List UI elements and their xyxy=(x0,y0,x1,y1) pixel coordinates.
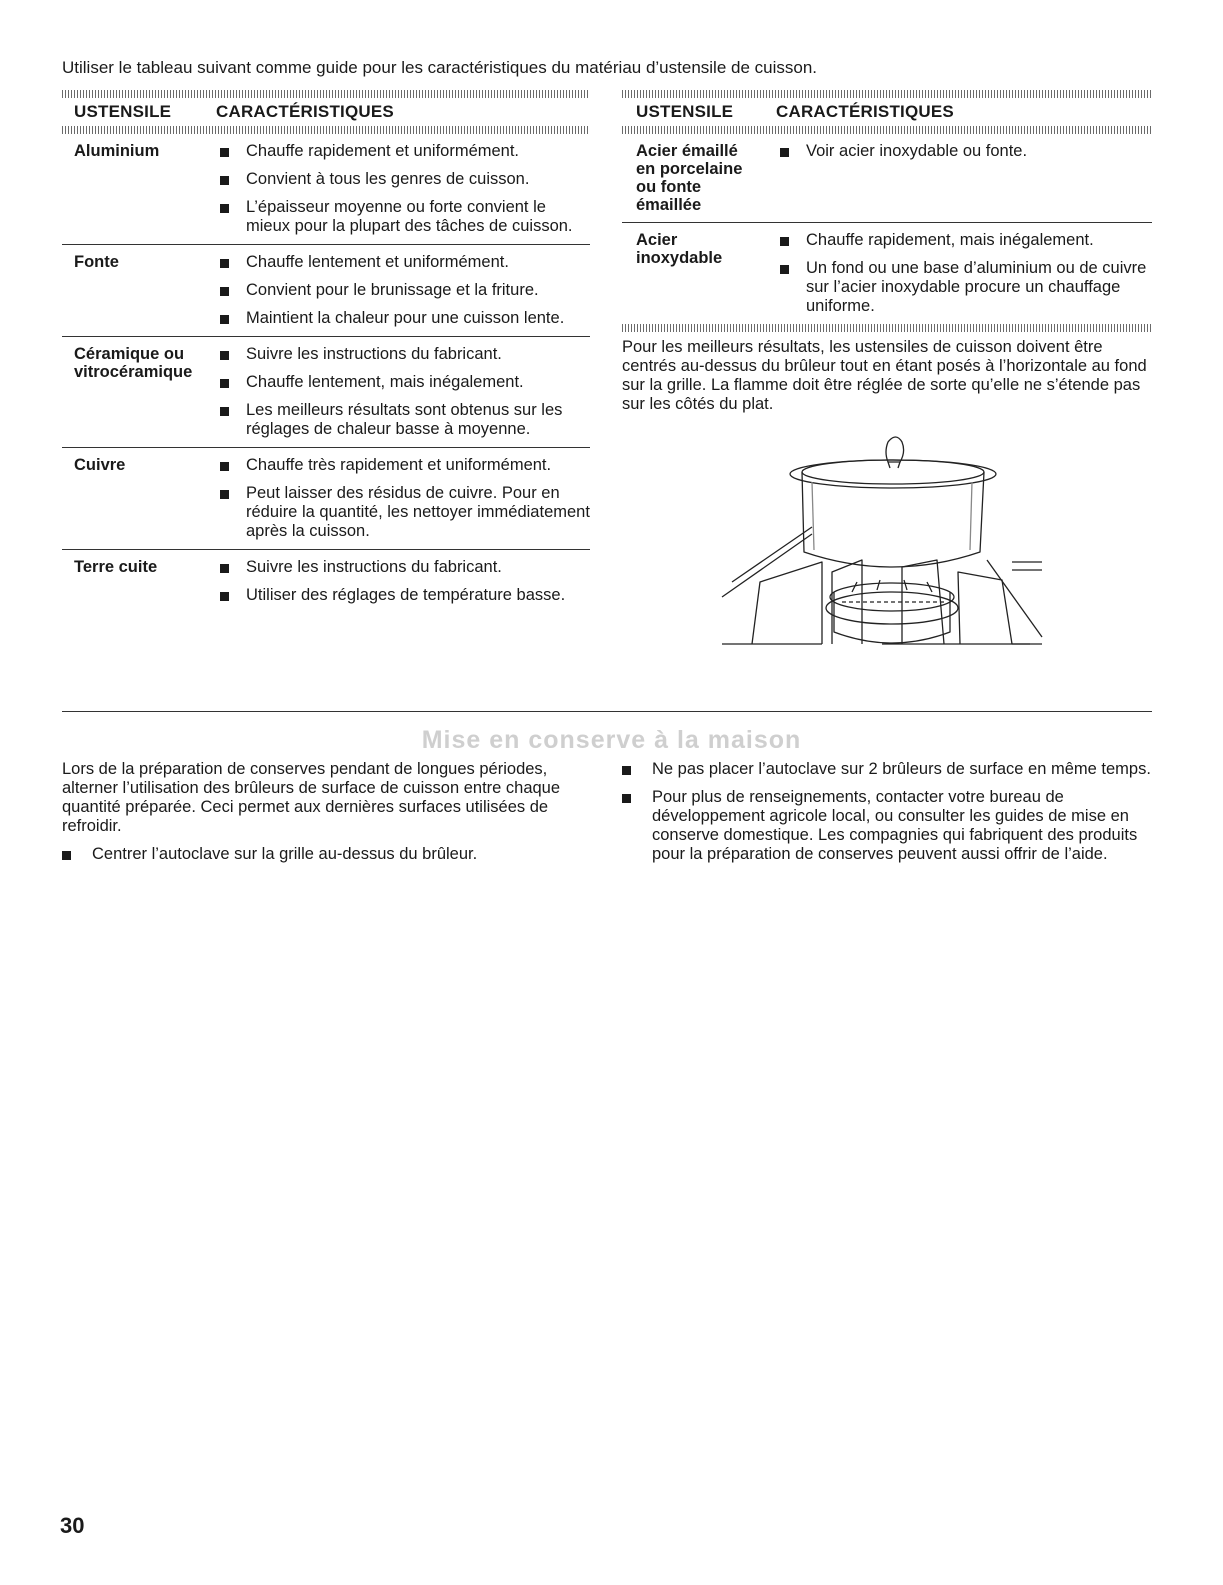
list-item: Un fond ou une base d’aluminium ou de cuivre sur l’acier inoxydable procure un chauffage uniforme. xyxy=(776,259,1152,316)
list-item: Peut laisser des résidus de cuivre. Pour en réduire la quantité, les nettoyer immédiatement après la cuisson. xyxy=(216,484,590,541)
table-row xyxy=(62,134,590,245)
table-row xyxy=(62,448,590,550)
list-item: Pour plus de renseignements, contacter votre bureau de développement agricole local, ou consulter les guides de mise en conserve domestique. Les compagnies qui fabriquent des produits pour la préparation de conserves peuvent aussi offrir de l’aide. xyxy=(622,788,1152,864)
material-name: Cuivre xyxy=(74,456,126,474)
list-item: Maintient la chaleur pour une cuisson lente. xyxy=(216,309,590,328)
header-caracteristiques: CARACTÉRISTIQUES xyxy=(776,102,954,121)
table-row xyxy=(622,223,1152,324)
table-row xyxy=(62,550,590,613)
material-name: Acier émaillé en porcelaine ou fonte émaillée xyxy=(636,142,743,214)
material-name: Acier inoxydable xyxy=(636,231,723,267)
canning-intro: Lors de la préparation de conserves pendant de longues périodes, alterner l’utilisation des brûleurs de surface de cuisson entre chaque quantité préparée. Ceci permet aux dernières surfaces utilisées de refroidir. xyxy=(62,760,561,835)
table-row xyxy=(622,134,1152,223)
list-item: Convient à tous les genres de cuisson. xyxy=(216,170,590,189)
section-title: Mise en conserve à la maison xyxy=(421,726,802,754)
canning-right-column xyxy=(622,760,1152,864)
intro-text: Utiliser le tableau suivant comme guide pour les caractéristiques du matériau d’ustensile de cuisson. xyxy=(62,58,817,77)
table-bottom-rule xyxy=(622,324,1152,332)
table-row xyxy=(62,337,590,448)
table-header-rule xyxy=(62,126,590,134)
header-caracteristiques: CARACTÉRISTIQUES xyxy=(216,102,394,121)
material-name: Céramique ou vitrocéramique xyxy=(74,345,193,381)
header-ustensile: USTENSILE xyxy=(74,102,172,121)
material-name: Fonte xyxy=(74,253,119,271)
right-cookware-table xyxy=(622,90,1152,652)
header-ustensile: USTENSILE xyxy=(636,102,734,121)
table-header xyxy=(62,98,590,126)
list-item: Suivre les instructions du fabricant. xyxy=(216,345,590,364)
list-item: Convient pour le brunissage et la friture. xyxy=(216,281,590,300)
pot-on-burner-illustration xyxy=(712,432,1052,652)
table-top-rule xyxy=(62,90,590,98)
list-item: Voir acier inoxydable ou fonte. xyxy=(776,142,1152,161)
table-top-rule xyxy=(622,90,1152,98)
burner-tip-text: Pour les meilleurs résultats, les ustensiles de cuisson doivent être centrés au-dessus du brûleur tout en étant posés à l’horizontale au fond sur la grille. La flamme doit être réglée de sorte qu’elle ne s’étende pas sur les côtés du plat. xyxy=(622,338,1147,413)
table-header-rule xyxy=(622,126,1152,134)
section-divider xyxy=(62,711,1152,712)
list-item: Les meilleurs résultats sont obtenus sur les réglages de chaleur basse à moyenne. xyxy=(216,401,590,439)
list-item: Chauffe très rapidement et uniformément. xyxy=(216,456,590,475)
material-name: Aluminium xyxy=(74,142,160,160)
list-item: L’épaisseur moyenne ou forte convient le mieux pour la plupart des tâches de cuisson. xyxy=(216,198,590,236)
list-item: Suivre les instructions du fabricant. xyxy=(216,558,590,577)
left-cookware-table xyxy=(62,90,590,613)
table-header xyxy=(622,98,1152,126)
list-item: Centrer l’autoclave sur la grille au-dessus du brûleur. xyxy=(62,845,562,864)
canning-left-column xyxy=(62,760,562,864)
page-number: 30 xyxy=(60,1513,85,1538)
list-item: Chauffe lentement et uniformément. xyxy=(216,253,590,272)
list-item: Ne pas placer l’autoclave sur 2 brûleurs de surface en même temps. xyxy=(622,760,1152,779)
list-item: Chauffe rapidement et uniformément. xyxy=(216,142,590,161)
list-item: Chauffe rapidement, mais inégalement. xyxy=(776,231,1152,250)
list-item: Chauffe lentement, mais inégalement. xyxy=(216,373,590,392)
material-name: Terre cuite xyxy=(74,558,158,576)
table-row xyxy=(62,245,590,337)
list-item: Utiliser des réglages de température basse. xyxy=(216,586,590,605)
